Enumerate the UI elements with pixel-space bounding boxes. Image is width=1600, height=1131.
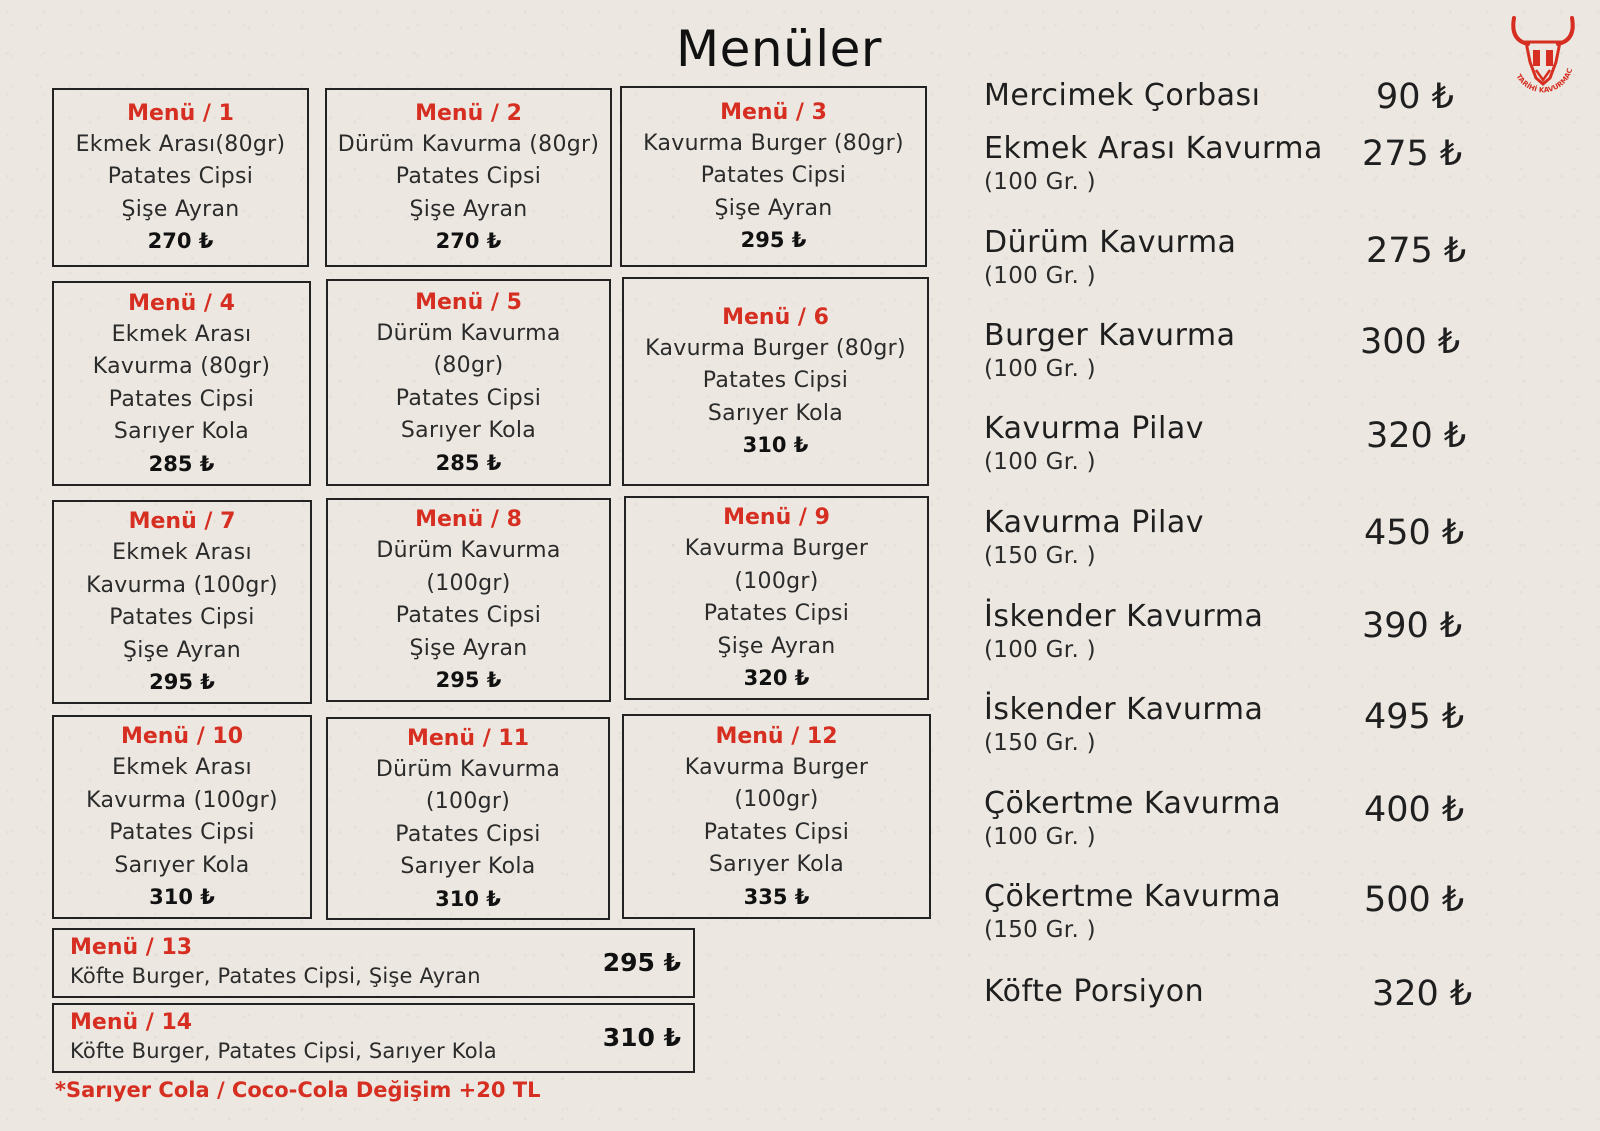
- menu-title: Menü / 8: [415, 507, 522, 532]
- item-weight: (100 Gr. ): [984, 169, 1096, 195]
- menu-item: Kavurma Burger: [684, 754, 869, 780]
- item-price: 495 ₺: [1364, 697, 1465, 737]
- menu-title: Menü / 4: [128, 290, 235, 316]
- menu-item: Şişe Ayran: [121, 196, 240, 222]
- item-weight: (150 Gr. ): [984, 730, 1096, 756]
- menu-item: Şişe Ayran: [409, 196, 528, 222]
- menu-item: (80gr): [433, 353, 504, 378]
- menu-item: (100gr): [734, 568, 819, 594]
- item-price: 500 ₺: [1364, 880, 1465, 920]
- item-price: 450 ₺: [1364, 513, 1465, 553]
- svg-text:TARİHİ KAVURMACI: TARİHİ KAVURMAC: [1514, 67, 1575, 95]
- item-name: Ekmek Arası Kavurma: [984, 131, 1323, 166]
- price-list: [984, 0, 1584, 1131]
- menu-item: Ekmek Arası: [111, 321, 252, 347]
- menu-title: Menü / 6: [722, 304, 829, 330]
- item-name: İskender Kavurma: [984, 599, 1264, 634]
- menu-item: Sarıyer Kola: [114, 852, 250, 878]
- menu-item: Ekmek Arası: [112, 755, 252, 780]
- menu-price: 295 ₺: [149, 670, 215, 694]
- item-weight: (100 Gr. ): [984, 637, 1096, 663]
- menu-title: Menü / 10: [120, 724, 244, 749]
- drink-change-note: *Sarıyer Cola / Coco-Cola Değişim +20 TL: [55, 1078, 541, 1102]
- menu-price: 310 ₺: [742, 433, 809, 458]
- menu-price: 310 ₺: [435, 886, 501, 911]
- menu-price: 285 ₺: [435, 450, 502, 475]
- menu-box-2: [325, 88, 612, 267]
- menu-item: Dürüm Kavurma: [375, 756, 561, 782]
- item-price: 275 ₺: [1362, 134, 1463, 174]
- item-name: Kavurma Pilav: [984, 505, 1204, 540]
- menu-box-13: [52, 928, 695, 998]
- item-name: Mercimek Çorbası: [984, 78, 1261, 113]
- item-name: Burger Kavurma: [984, 318, 1236, 353]
- item-weight: (150 Gr. ): [984, 917, 1096, 943]
- menu-item: Kavurma (100gr): [86, 787, 278, 813]
- menu-item: (100gr): [734, 787, 819, 812]
- menu-price: 285 ₺: [148, 451, 215, 476]
- menu-title: Menü / 12: [715, 723, 838, 749]
- page-title: Menüler: [676, 20, 882, 78]
- menu-item: Şişe Ayran: [409, 635, 528, 661]
- menu-title: Menü / 3: [720, 99, 827, 125]
- menu-price: 335 ₺: [743, 884, 810, 909]
- item-name: Çökertme Kavurma: [984, 879, 1282, 914]
- menu-item: Patates Cipsi: [700, 163, 847, 189]
- menu-box-4: [52, 281, 311, 486]
- menu-item: Patates Cipsi: [395, 164, 542, 190]
- menu-box-8: [326, 498, 611, 702]
- menu-item: Şişe Ayran: [714, 195, 833, 221]
- menu-box-3: [620, 86, 927, 267]
- menu-price: 270 ₺: [147, 229, 214, 254]
- item-price: 390 ₺: [1362, 606, 1463, 646]
- menu-item: Sarıyer Kola: [113, 419, 250, 444]
- menu-price: 270 ₺: [435, 229, 502, 254]
- item-weight: (100 Gr. ): [984, 356, 1096, 382]
- menu-price: 295 ₺: [740, 228, 807, 253]
- menu-price: 295 ₺: [435, 668, 502, 692]
- menu-title: Menü / 14: [70, 1010, 193, 1035]
- menu-title: Menü / 5: [415, 289, 522, 315]
- item-price: 90 ₺: [1376, 77, 1454, 117]
- menu-item: Patates Cipsi: [108, 386, 255, 412]
- menu-item: Dürüm Kavurma: [376, 320, 561, 346]
- item-price: 300 ₺: [1360, 322, 1461, 362]
- menu-item: Kavurma (100gr): [86, 572, 278, 598]
- menu-item: Kavurma Burger: [684, 536, 869, 561]
- item-weight: (100 Gr. ): [984, 824, 1096, 850]
- menu-item: Şişe Ayran: [717, 633, 836, 659]
- item-name: Kavurma Pilav: [984, 411, 1204, 446]
- menu-item: Patates Cipsi: [703, 601, 850, 626]
- menu-item: Sarıyer Kola: [400, 854, 536, 879]
- menu-item: Kavurma Burger (80gr): [645, 335, 906, 361]
- item-price: 320 ₺: [1366, 416, 1467, 456]
- item-name: İskender Kavurma: [984, 692, 1264, 727]
- menu-title: Menü / 7: [128, 509, 236, 534]
- item-weight: (100 Gr. ): [984, 449, 1096, 475]
- menu-box-7: [52, 500, 312, 704]
- item-price: 275 ₺: [1366, 231, 1467, 271]
- menu-title: Menü / 9: [723, 505, 830, 530]
- menu-item: Patates Cipsi: [109, 820, 255, 845]
- menu-title: Menü / 1: [127, 100, 234, 126]
- item-price: 400 ₺: [1364, 790, 1465, 830]
- menu-item: Patates Cipsi: [395, 385, 542, 411]
- item-name: Çökertme Kavurma: [984, 786, 1282, 821]
- menu-price: 310 ₺: [149, 885, 215, 909]
- menu-title: Menü / 11: [406, 725, 530, 751]
- menu-box-9: [624, 496, 929, 700]
- menu-description: Köfte Burger, Patates Cipsi, Şişe Ayran: [70, 964, 481, 988]
- menu-item: (100gr): [426, 570, 511, 596]
- menu-box-11: [326, 717, 610, 920]
- menu-price: 310 ₺: [602, 1023, 681, 1052]
- menu-item: Kavurma (80gr): [92, 354, 271, 379]
- menu-description: Köfte Burger, Patates Cipsi, Sarıyer Kola: [70, 1039, 497, 1063]
- item-name: Dürüm Kavurma: [984, 225, 1237, 260]
- menu-item: Patates Cipsi: [107, 164, 254, 190]
- menu-title: Menü / 2: [415, 100, 522, 126]
- menu-price: 320 ₺: [743, 666, 810, 690]
- menu-price: 295 ₺: [602, 948, 681, 977]
- menu-box-1: [52, 88, 309, 267]
- menu-title: Menü / 13: [70, 935, 193, 960]
- menu-item: Sarıyer Kola: [707, 400, 844, 426]
- menu-box-10: [52, 715, 312, 919]
- menu-box-14: [52, 1003, 695, 1073]
- menu-item: Şişe Ayran: [122, 637, 242, 663]
- item-weight: (100 Gr. ): [984, 263, 1096, 289]
- menu-item: Sarıyer Kola: [400, 418, 537, 443]
- menu-box-5: [326, 279, 611, 486]
- menu-item: Patates Cipsi: [109, 605, 255, 630]
- menu-item: Patates Cipsi: [395, 821, 541, 847]
- menu-item: Ekmek Arası(80gr): [75, 131, 286, 157]
- menu-item: Ekmek Arası: [112, 540, 252, 565]
- menu-box-12: [622, 714, 931, 919]
- menu-item: Patates Cipsi: [395, 603, 542, 628]
- menu-item: Kavurma Burger (80gr): [643, 130, 904, 156]
- menu-item: Sarıyer Kola: [708, 852, 845, 877]
- item-name: Köfte Porsiyon: [984, 974, 1205, 1009]
- item-price: 320 ₺: [1372, 974, 1473, 1014]
- menu-item: (100gr): [425, 789, 511, 814]
- menu-box-6: [622, 277, 929, 486]
- item-weight: (150 Gr. ): [984, 543, 1096, 569]
- menu-item: Dürüm Kavurma: [376, 538, 561, 563]
- menu-item: Dürüm Kavurma (80gr): [337, 131, 600, 157]
- menu-item: Patates Cipsi: [703, 819, 850, 845]
- menu-item: Patates Cipsi: [702, 368, 849, 394]
